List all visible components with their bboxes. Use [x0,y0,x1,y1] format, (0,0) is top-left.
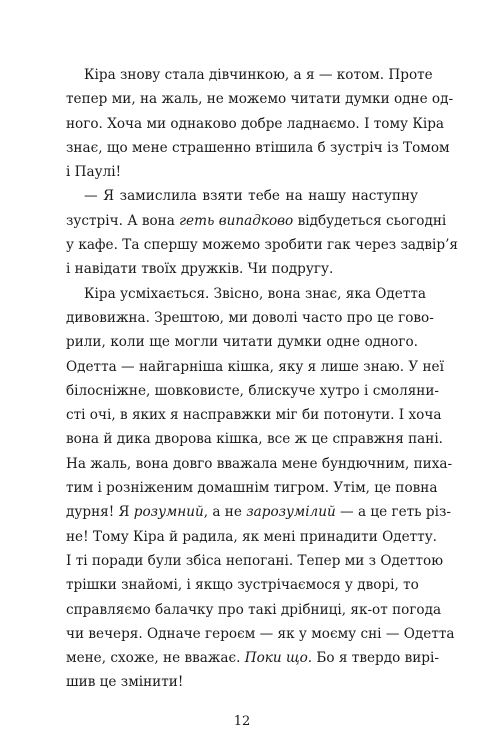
text-line [66,379,440,403]
text-segment: трішки знайомі, і якщо зустрічаємося у дворі, то [66,577,419,594]
text-segment: білосніжне, шовковисте, блискуче хутро і смоляни- [66,382,440,399]
text-line [66,452,453,476]
text-segment: Одетта — найгарніша кішка, яку я лише знаю. У неї [66,358,444,375]
text-segment: у кафе. Та спершу можемо зробити гак через задвір’я [66,237,458,254]
italic-text: Поки що [244,650,308,667]
text-segment: — а це геть різ- [335,504,451,521]
text-segment: справляємо балачку про такі дрібниці, як-от погода [66,601,442,618]
italic-text: зарозумілий [246,504,336,521]
text-segment: рили, коли ще могли читати думки одне одного. [66,334,418,351]
text-segment: відбудеться сьогодні [293,212,447,229]
text-line [66,330,418,354]
text-segment: і навідати твоїх дружків. Чи подругу. [66,261,334,278]
text-segment: не! Тому Кіра й радила, як мені принадити Одетту. [66,528,438,545]
text-line [66,549,444,573]
text-segment: . Бо я твердо вирі- [307,650,439,667]
text-segment: сті очі, в яких я насправжки міг би потонути. І хоча [66,407,442,424]
text-line [66,184,418,208]
text-segment: , а не [203,504,247,521]
text-segment: тепер ми, на жаль, не можемо читати думки одне од- [66,91,454,108]
text-segment: ного. Хоча ми однаково добре ладнаємо. І тому Кіра [66,115,445,132]
text-segment: Кіра усміхається. Звісно, вона знає, яка Одетта [84,285,426,302]
text-line [66,257,418,281]
text-segment: тим і розніженим домашнім тигром. Утім, це повна [66,480,438,497]
text-line [66,355,444,379]
text-line [66,160,418,184]
text-segment: шив це змінити! [66,674,184,691]
text-line [66,233,458,257]
text-line [66,427,444,451]
text-line [66,63,433,87]
text-segment: зустріч. А вона [66,212,180,229]
text-line [66,598,442,622]
text-line [66,525,438,549]
text-segment: — Я замислила взяти тебе на нашу наступну [84,188,418,205]
text-segment: чи вечеря. Одначе героєм — як у моєму сні — Одетта [66,625,455,642]
text-line [66,87,454,111]
text-segment: мене, схоже, не вважає. [66,650,245,667]
text-line [66,209,447,233]
text-line [66,622,455,646]
text-line [66,500,451,524]
text-line [66,476,438,500]
page-number: 12 [233,714,251,729]
text-line [66,403,442,427]
text-line [66,112,445,136]
italic-text: розумний [133,504,204,521]
text-segment: І ті поради були збіса непогані. Тепер ми з Одеттою [66,552,444,569]
italic-text: геть випадково [179,212,294,229]
text-line [66,136,450,160]
text-segment: Кіра знову стала дівчинкою, а я — котом. Проте [84,67,433,83]
text-segment: дивовижна. Зрештою, ми доволі часто про це гово- [66,309,434,326]
text-segment: і Паулі! [66,164,122,181]
text-line [66,646,439,670]
text-segment: вона й дика дворова кішка, все ж це справжня пані. [66,431,444,448]
text-segment: дурня! Я [66,504,134,521]
main-text [66,63,458,695]
text-segment: На жаль, вона довго вважала мене бундючним, пиха- [66,455,453,472]
text-line [66,670,418,694]
text-segment: знає, що мене страшенно втішила б зустріч із Томом [66,139,450,156]
text-line [66,282,426,306]
text-line [66,306,434,330]
text-line [66,573,418,597]
